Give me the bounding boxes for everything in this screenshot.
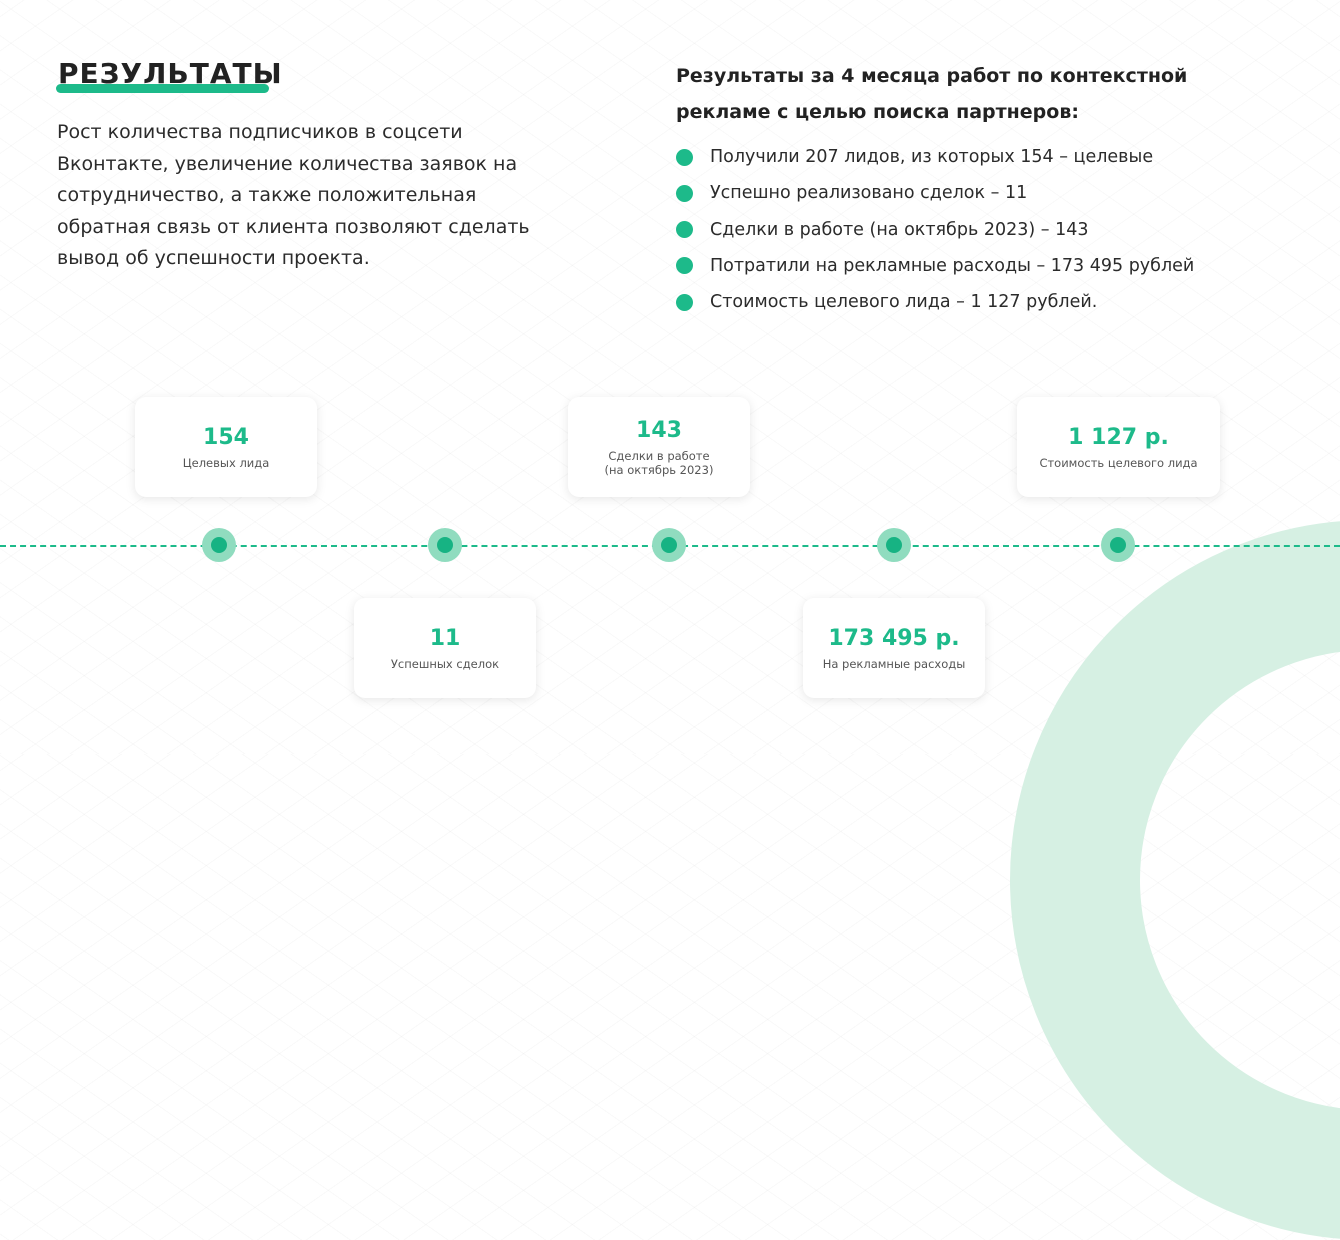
list-item-text: Сделки в работе (на октябрь 2023) – 143 xyxy=(710,219,1089,240)
timeline-node-dot xyxy=(211,537,227,553)
list-item-text: Стоимость целевого лида – 1 127 рублей. xyxy=(710,292,1098,313)
stat-value: 173 495 р. xyxy=(828,625,960,651)
stat-value: 1 127 р. xyxy=(1068,424,1169,450)
results-heading: Результаты за 4 месяца работ по контекстной рекламе с целью поиска партнеров: xyxy=(676,65,1188,123)
stat-value: 11 xyxy=(429,625,461,651)
timeline-node-dot xyxy=(1110,537,1126,553)
intro-text: Рост количества подписчиков в соцсети Вконтакте, увеличение количества заявок на сотрудничество, а также положительная обратная связь от клиента позволяют сделать вывод об успешности проекта. xyxy=(57,121,530,269)
timeline-node xyxy=(428,528,462,562)
list-item xyxy=(676,212,1194,248)
list-item-text: Получили 207 лидов, из которых 154 – целевые xyxy=(710,147,1154,168)
page-title: РЕЗУЛЬТАТЫ xyxy=(58,57,283,90)
timeline-node-dot xyxy=(886,537,902,553)
decorative-arc xyxy=(1010,520,1340,1240)
bullet-dot-icon xyxy=(676,185,693,202)
list-item-text: Потратили на рекламные расходы – 173 495 рублей xyxy=(710,255,1195,276)
stat-card-lead-cost xyxy=(1017,397,1220,497)
timeline-node xyxy=(202,528,236,562)
timeline-node-dot xyxy=(661,537,677,553)
stat-card-successful-deals xyxy=(354,598,536,698)
stat-card-ad-spend xyxy=(803,598,985,698)
bullet-dot-icon xyxy=(676,149,693,166)
stat-value: 154 xyxy=(203,424,249,450)
stat-label: На рекламные расходы xyxy=(822,656,966,671)
stat-label: Успешных сделок xyxy=(390,656,500,671)
stat-card-target-leads xyxy=(135,397,317,497)
stat-value: 143 xyxy=(636,417,682,443)
list-item xyxy=(676,175,1194,211)
timeline-node xyxy=(652,528,686,562)
bullet-dot-icon xyxy=(676,294,693,311)
list-item xyxy=(676,139,1194,175)
title-block xyxy=(58,58,283,90)
bullet-dot-icon xyxy=(676,221,693,238)
bullet-dot-icon xyxy=(676,257,693,274)
list-item xyxy=(676,248,1194,284)
timeline-node xyxy=(877,528,911,562)
list-item xyxy=(676,284,1194,320)
stat-label: Целевых лида xyxy=(182,455,270,470)
timeline-node-dot xyxy=(437,537,453,553)
stat-label: Стоимость целевого лида xyxy=(1039,455,1198,470)
list-item-text: Успешно реализовано сделок – 11 xyxy=(710,183,1028,204)
timeline-node xyxy=(1101,528,1135,562)
stat-label: Сделки в работе (на октябрь 2023) xyxy=(604,448,714,477)
results-list xyxy=(676,139,1194,320)
stat-card-deals-in-progress xyxy=(568,397,750,497)
